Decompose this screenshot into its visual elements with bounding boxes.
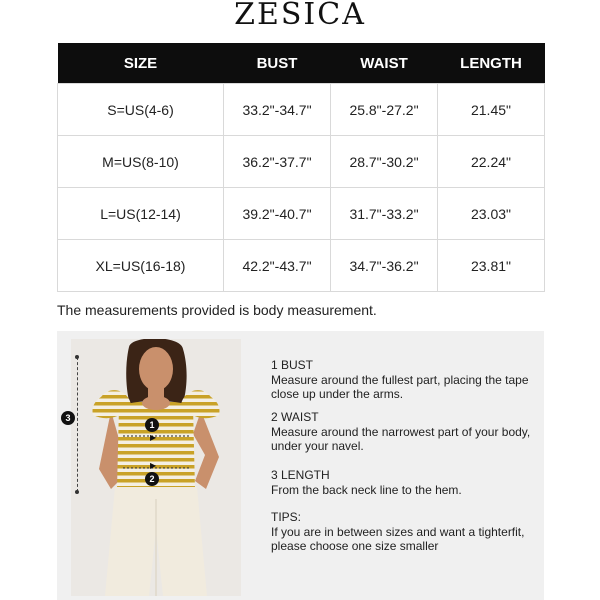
bust-arrow-icon: ▶ [150, 433, 157, 442]
bust-marker-badge: 1 [145, 418, 159, 432]
length-description: From the back neck line to the hem. [271, 482, 462, 497]
cell-size: L=US(12-14) [58, 188, 224, 240]
waist-description: Measure around the narrowest part of your body, under your navel. [271, 424, 531, 453]
header-size: SIZE [58, 43, 224, 84]
bust-title: 1 BUST [271, 358, 314, 372]
cell-bust: 39.2"-40.7" [224, 188, 331, 240]
bust-instruction [271, 358, 531, 402]
length-instruction [271, 468, 531, 497]
header-waist: WAIST [331, 43, 438, 84]
waist-title: 2 WAIST [271, 410, 319, 424]
waist-marker-badge: 2 [145, 472, 159, 486]
length-title: 3 LENGTH [271, 468, 330, 482]
table-row [58, 136, 545, 188]
tips-title: TIPS: [271, 510, 302, 524]
cell-waist: 25.8"-27.2" [331, 84, 438, 136]
cell-length: 22.24" [438, 136, 545, 188]
cell-size: S=US(4-6) [58, 84, 224, 136]
tips-section [271, 510, 531, 554]
measurement-guide-panel [57, 331, 544, 600]
table-row [58, 188, 545, 240]
tips-description: If you are in between sizes and want a tighterfit, please choose one size smaller [271, 524, 525, 553]
cell-waist: 31.7"-33.2" [331, 188, 438, 240]
cell-length: 21.45" [438, 84, 545, 136]
waist-instruction [271, 410, 531, 454]
cell-waist: 34.7"-36.2" [331, 240, 438, 292]
header-length: LENGTH [438, 43, 545, 84]
cell-size: XL=US(16-18) [58, 240, 224, 292]
cell-size: M=US(8-10) [58, 136, 224, 188]
cell-bust: 42.2"-43.7" [224, 240, 331, 292]
length-bottom-dot [75, 490, 79, 494]
length-dimension-line [77, 357, 78, 492]
size-chart-table [57, 43, 545, 292]
table-row [58, 84, 545, 136]
table-header-row [58, 43, 545, 84]
cell-bust: 33.2"-34.7" [224, 84, 331, 136]
brand-logo: ZESICA [234, 0, 366, 32]
cell-waist: 28.7"-30.2" [331, 136, 438, 188]
length-marker-badge: 3 [61, 411, 75, 425]
cell-bust: 36.2"-37.7" [224, 136, 331, 188]
header-bust: BUST [224, 43, 331, 84]
measurement-note: The measurements provided is body measurement. [57, 302, 377, 318]
waist-arrow-icon: ▶ [150, 461, 157, 470]
table-row [58, 240, 545, 292]
length-top-dot [75, 355, 79, 359]
bust-description: Measure around the fullest part, placing the tape close up under the arms. [271, 372, 529, 401]
cell-length: 23.81" [438, 240, 545, 292]
cell-length: 23.03" [438, 188, 545, 240]
